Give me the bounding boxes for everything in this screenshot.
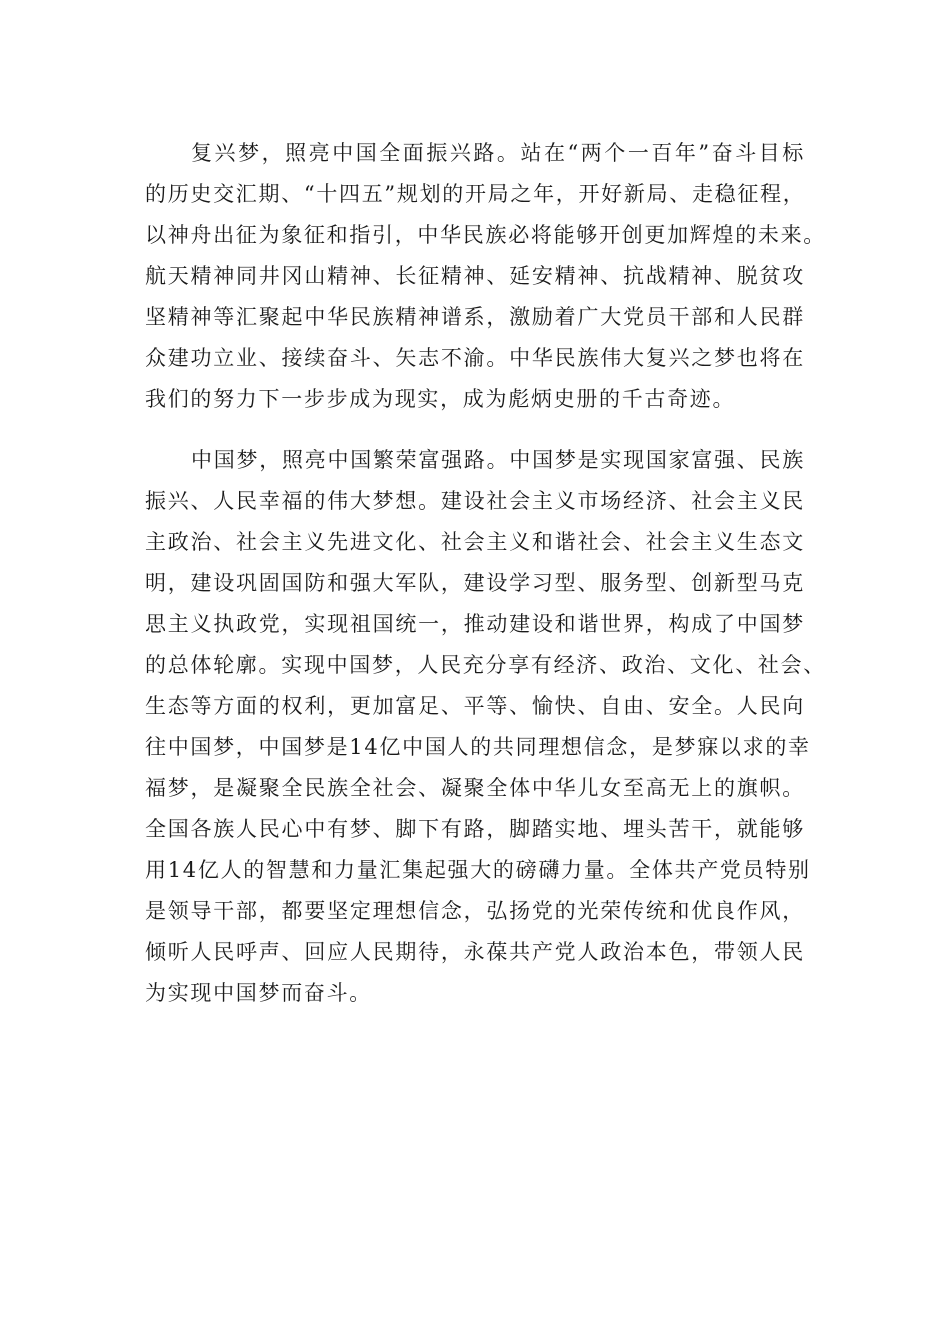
- paragraph-china-dream: [145, 440, 826, 1014]
- paragraph-line: 生态等方面的权利，更加富足、平等、愉快、自由、安全。人民向: [145, 694, 805, 718]
- paragraph-line: 的总体轮廓。实现中国梦，人民充分享有经济、政治、文化、社会、: [145, 653, 826, 677]
- paragraph-line: 振兴、人民幸福的伟大梦想。建设社会主义市场经济、社会主义民: [145, 489, 805, 513]
- paragraph-line: 复兴梦，照亮中国全面振兴路。站在“两个一百年”奋斗目标: [191, 141, 805, 165]
- paragraph-line: 福梦，是凝聚全民族全社会、凝聚全体中华儿女至高无上的旗帜。: [145, 776, 805, 800]
- document-body: [145, 133, 826, 1014]
- paragraph-line: 全国各族人民心中有梦、脚下有路，脚踏实地、埋头苦干，就能够: [145, 817, 805, 841]
- paragraph-spacer: [145, 420, 805, 440]
- paragraph-line: 为实现中国梦而奋斗。: [145, 981, 372, 1005]
- paragraph-line: 往中国梦，中国梦是14亿中国人的共同理想信念，是梦寐以求的幸: [145, 735, 811, 759]
- paragraph-line: 是领导干部，都要坚定理想信念，弘扬党的光荣传统和优良作风，: [145, 899, 805, 923]
- paragraph-line: 倾听人民呼声、回应人民期待，永葆共产党人政治本色，带领人民: [145, 940, 805, 964]
- paragraph-line: 用14亿人的智慧和力量汇集起强大的磅礴力量。全体共产党员特别: [145, 858, 811, 882]
- paragraph-line: 我们的努力下一步步成为现实，成为彪炳史册的千古奇迹。: [145, 387, 736, 411]
- paragraph-line: 明，建设巩固国防和强大军队，建设学习型、服务型、创新型马克: [145, 571, 805, 595]
- paragraph-revival-dream: [145, 133, 826, 420]
- paragraph-line: 的历史交汇期、“十四五”规划的开局之年，开好新局、走稳征程，: [145, 182, 806, 206]
- paragraph-line: 航天精神同井冈山精神、长征精神、延安精神、抗战精神、脱贫攻: [145, 264, 805, 288]
- paragraph-line: 坚精神等汇聚起中华民族精神谱系，激励着广大党员干部和人民群: [145, 305, 805, 329]
- paragraph-line: 众建功立业、接续奋斗、矢志不渝。中华民族伟大复兴之梦也将在: [145, 346, 805, 370]
- paragraph-line: 以神舟出征为象征和指引，中华民族必将能够开创更加辉煌的未来。: [145, 223, 826, 247]
- paragraph-line: 思主义执政党，实现祖国统一，推动建设和谐世界，构成了中国梦: [145, 612, 805, 636]
- paragraph-line: 主政治、社会主义先进文化、社会主义和谐社会、社会主义生态文: [145, 530, 805, 554]
- paragraph-line: 中国梦，照亮中国繁荣富强路。中国梦是实现国家富强、民族: [191, 448, 805, 472]
